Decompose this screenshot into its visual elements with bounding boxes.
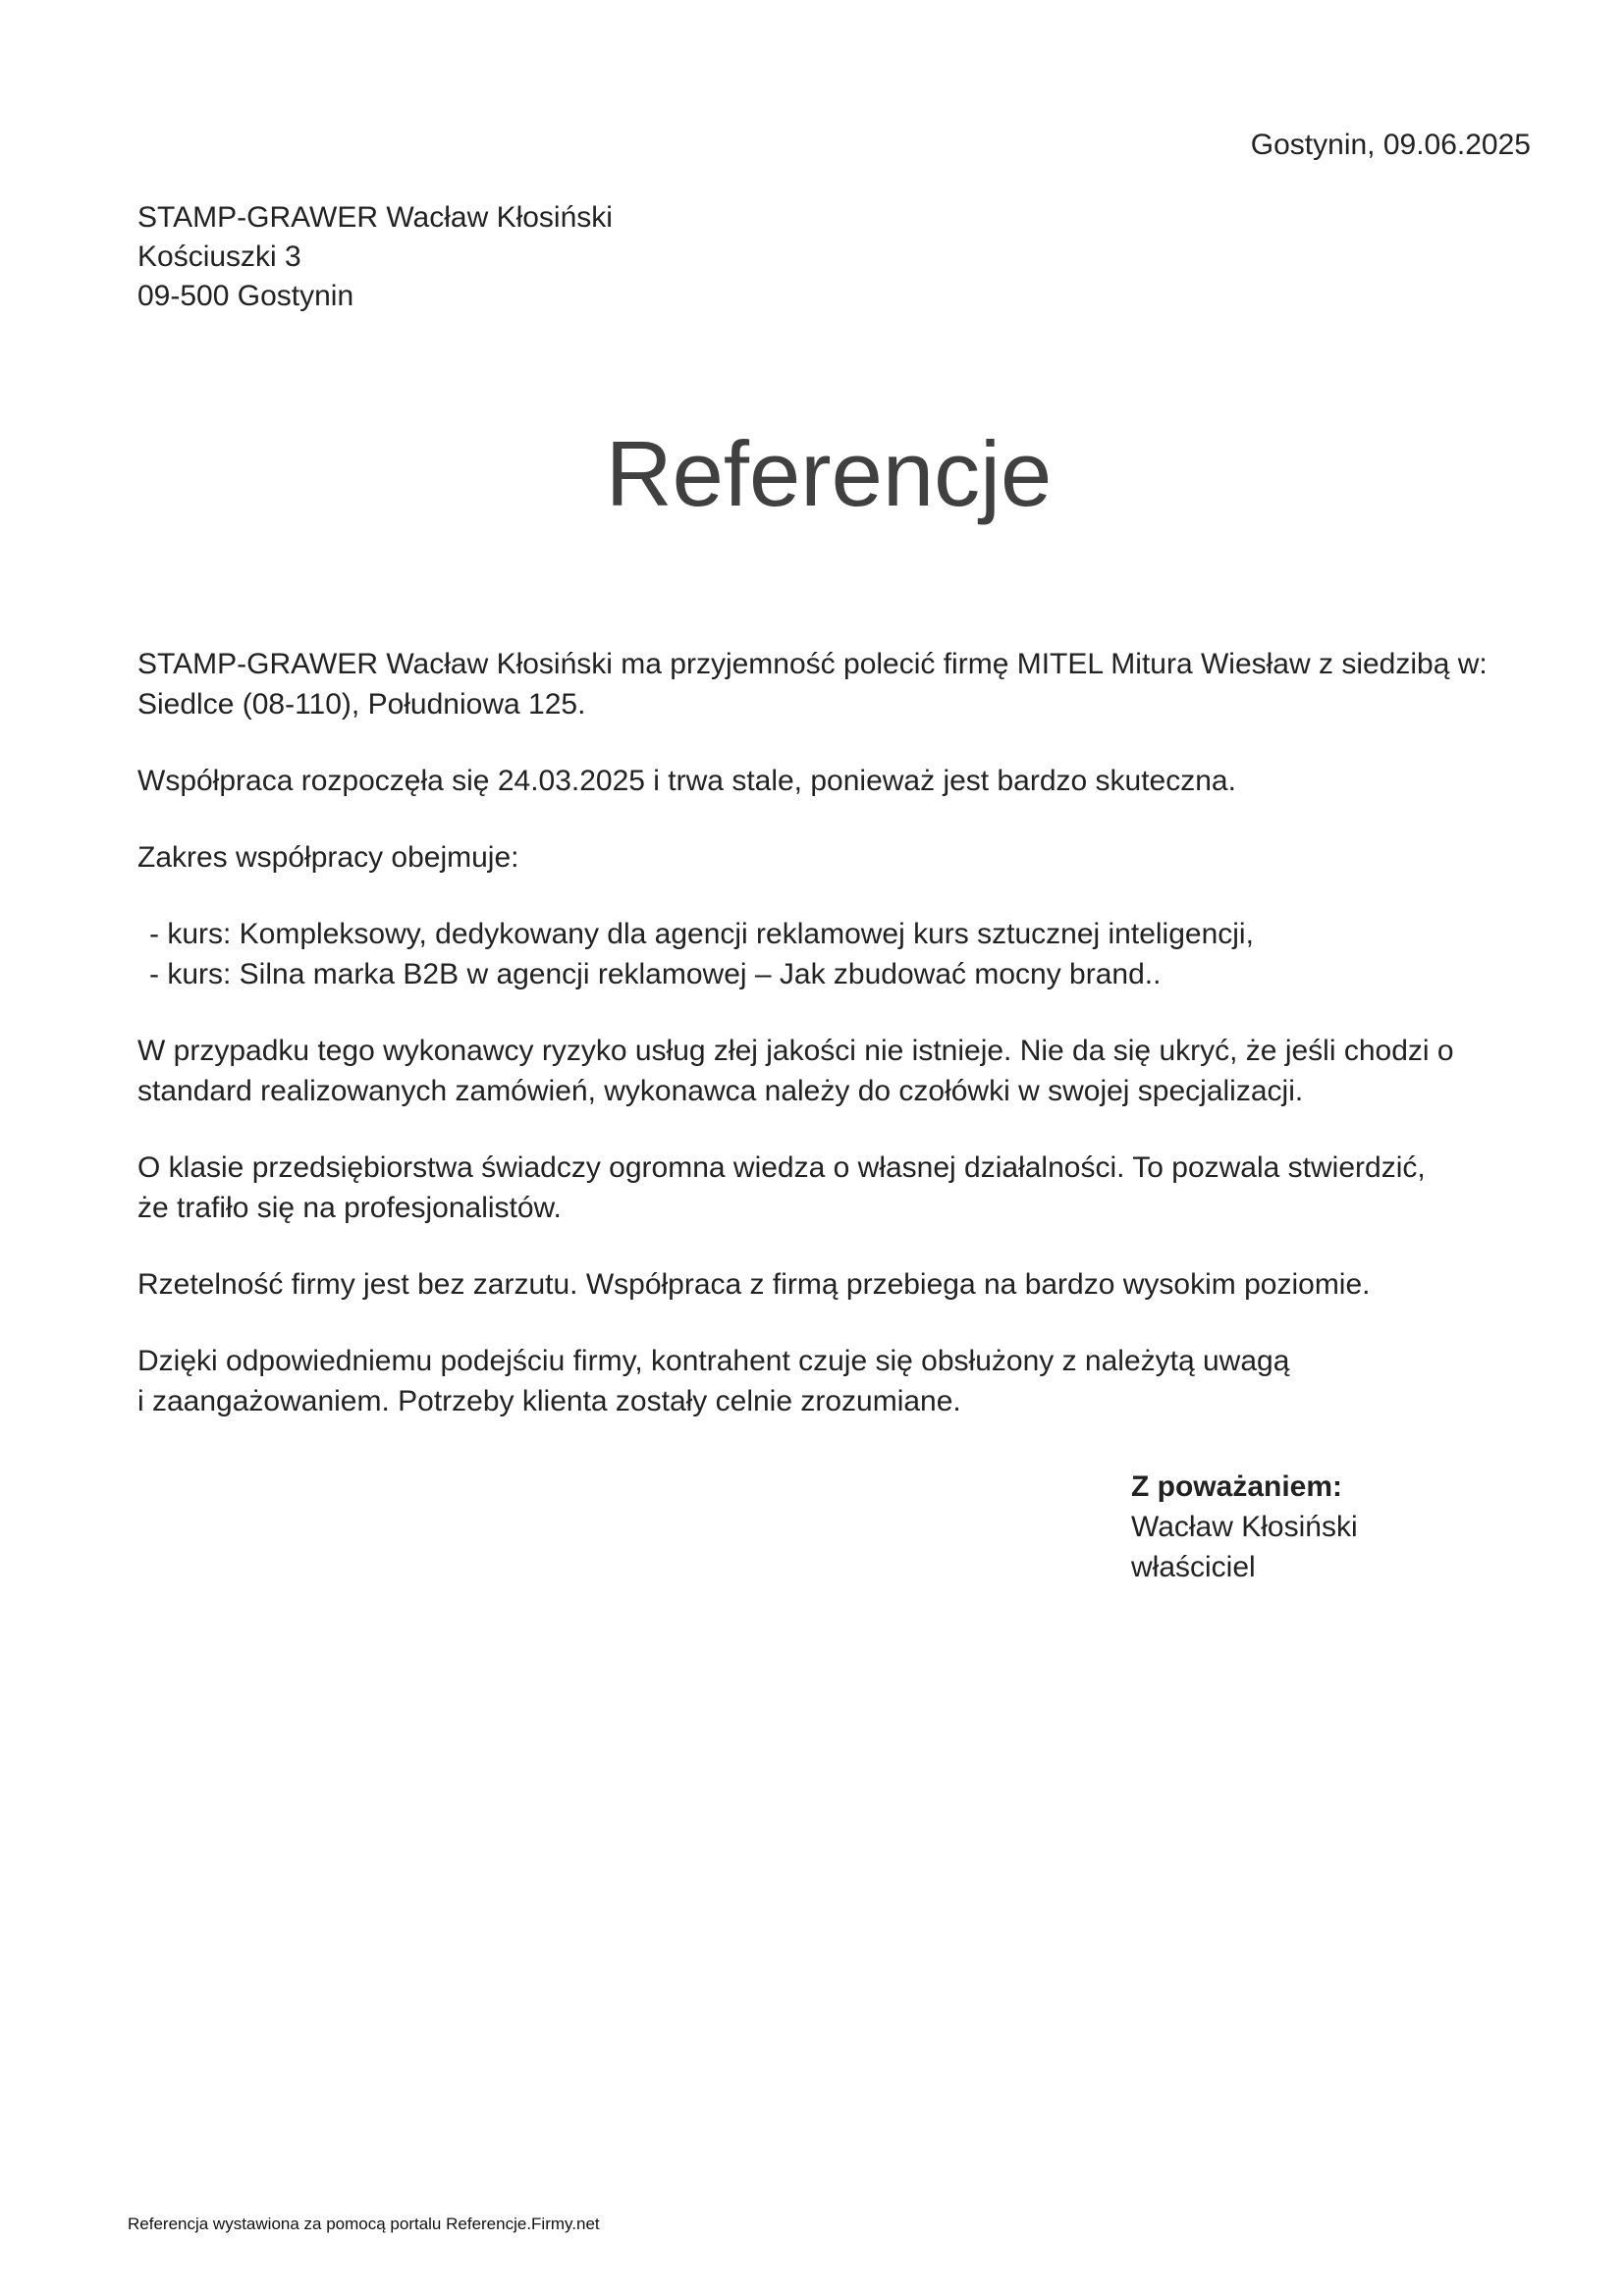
paragraph-quality (137, 1031, 1551, 1111)
paragraph-reliability (137, 1264, 1551, 1305)
paragraph-line: Zakres współpracy obejmuje: (137, 841, 519, 874)
scope-list-item: - kurs: Silna marka B2B w agencji reklamowej – Jak zbudować mocny brand.. (149, 958, 1162, 990)
sender-name: STAMP-GRAWER Wacław Kłosiński (137, 201, 613, 234)
sender-address (137, 198, 613, 316)
paragraph-line: że trafiło się na profesjonalistów. (137, 1192, 562, 1224)
paragraph-line: Dzięki odpowiedniemu podejściu firmy, kontrahent czuje się obsłużony z należytą uwagą (137, 1345, 1290, 1377)
letter-body (137, 644, 1551, 1458)
paragraph-line: STAMP-GRAWER Wacław Kłosiński ma przyjemność polecić firmę MITEL Mitura Wiesław z siedzibą w: (137, 648, 1488, 680)
scope-list-item: - kurs: Kompleksowy, dedykowany dla agencji reklamowej kurs sztucznej inteligencji, (149, 918, 1254, 950)
paragraph-knowledge (137, 1148, 1551, 1228)
paragraph-approach (137, 1341, 1551, 1421)
signatory-name: Wacław Kłosiński (1131, 1511, 1358, 1543)
signature-block (1131, 1467, 1358, 1587)
sender-city: 09-500 Gostynin (137, 280, 354, 312)
signatory-role: właściciel (1131, 1551, 1256, 1583)
paragraph-line: standard realizowanych zamówień, wykonawca należy do czołówki w swojej specjalizacji. (137, 1075, 1304, 1107)
paragraph-line: Współpraca rozpoczęła się 24.03.2025 i trwa stale, ponieważ jest bardzo skuteczna. (137, 765, 1236, 797)
paragraph-scope (137, 837, 1551, 878)
paragraph-line: W przypadku tego wykonawcy ryzyko usług złej jakości nie istnieje. Nie da się ukryć, że jeśli chodzi o (137, 1035, 1454, 1067)
closing-greeting: Z poważaniem: (1131, 1470, 1343, 1503)
paragraph-line: i zaangażowaniem. Potrzeby klienta zostały celnie zrozumiane. (137, 1385, 961, 1417)
sender-street: Kościuszki 3 (137, 240, 301, 273)
footer-note: Referencja wystawiona za pomocą portalu Referencje.Firmy.net (128, 2215, 600, 2233)
paragraph-line: Rzetelność firmy jest bez zarzutu. Współpraca z firmą przebiega na bardzo wysokim poziomie. (137, 1268, 1371, 1301)
paragraph-intro (137, 644, 1551, 724)
letter-date: Gostynin, 09.06.2025 (1250, 129, 1531, 161)
paragraph-line: O klasie przedsiębiorstwa świadczy ogromna wiedza o własnej działalności. To pozwala stwierdzić, (137, 1151, 1426, 1184)
paragraph-cooperation (137, 761, 1551, 801)
paragraph-line: Siedlce (08-110), Południowa 125. (137, 688, 586, 721)
letter-title: Referencje (605, 422, 1053, 525)
scope-list (137, 914, 1551, 994)
